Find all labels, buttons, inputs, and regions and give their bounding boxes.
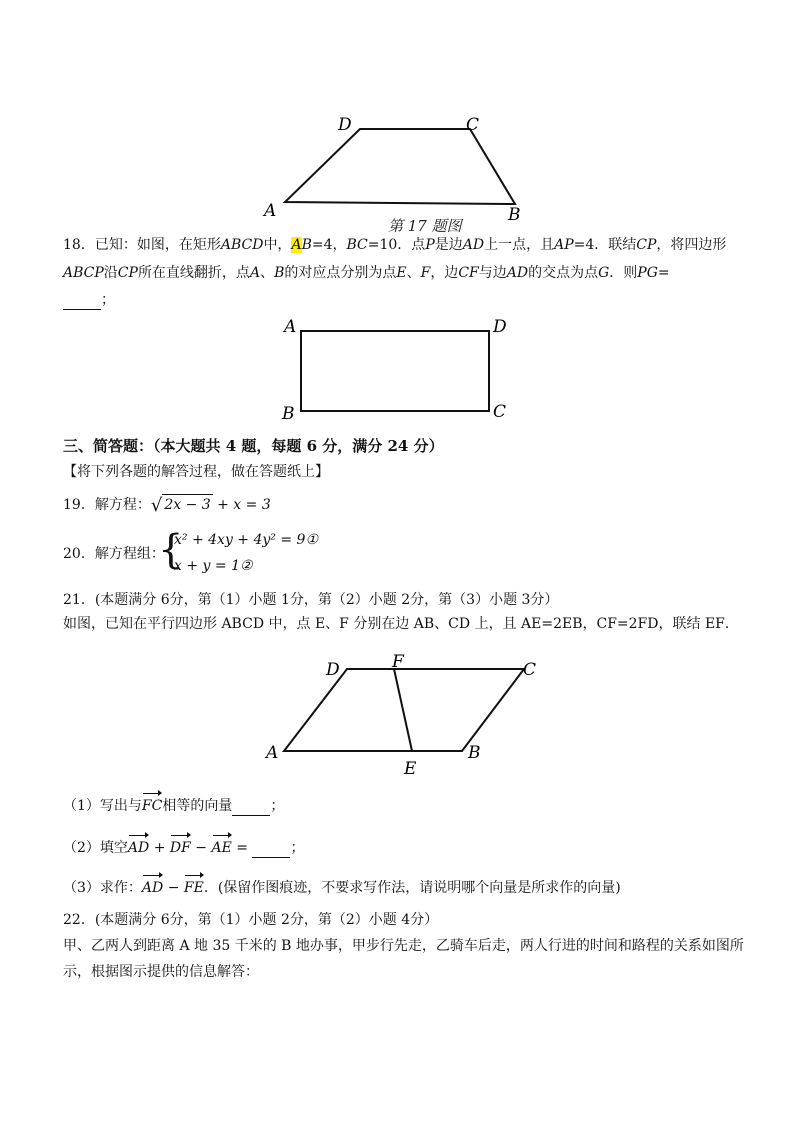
label-b: B [508,205,521,225]
q20-eq2: x + y = 1② [174,558,253,574]
q20-prefix: 20．解方程组： [63,546,165,562]
sqrt-radicand: 2x − 3 [162,494,212,515]
label-a: A [284,317,297,337]
figure-17-caption: 第 17 题图 [388,217,462,235]
label-c: C [493,402,507,422]
sqrt-sign: √ [150,495,163,516]
label-d: D [326,660,340,680]
vector-ad: AD [127,840,150,856]
segment-ef [394,669,412,751]
vector-ad: AD [141,880,164,896]
answer-blank [232,801,270,816]
vector-fc: FC [141,798,163,814]
label-d: D [493,317,507,337]
q21-part1: （1）写出与FC相等的向量 ； [63,798,285,814]
label-d: D [338,115,352,135]
q19-line: 19．解方程：√ 2x − 3 + x = 3 [63,495,271,516]
system-brace: { [158,527,184,573]
section-3-title: 三、简答题：（本大题共 4 题，每题 6 分，满分 24 分） [63,437,444,455]
trapezoid-shape [285,129,515,204]
rectangle-shape [301,331,489,411]
vector-df: DF [169,840,191,856]
label-a: A [266,743,279,763]
q18-line2: ABCP沿CP所在直线翻折，点A、B的对应点分别为点E、F，边CF与边AD的交点为点G．则PG= [63,265,670,281]
label-f: F [392,652,404,672]
answer-blank [63,295,101,310]
q22-line1: 甲、乙两人到距离 A 地 35 千米的 B 地办事，甲步行先走，乙骑车后走，两人行进的时间和路程的关系如图所 [63,938,744,954]
label-c: C [523,660,537,680]
label-c: C [466,115,480,135]
vector-ae: AE [211,840,232,856]
label-b: B [468,743,481,763]
q21-body: 如图，已知在平行四边形 ABCD 中，点 E、F 分别在边 AB、CD 上，且 AE=2EB，CF=2FD，联结 EF． [63,616,739,632]
q18-line1: 18．已知：如图，在矩形ABCD中，AB=4，BC=10．点P是边AD上一点，且AP=4．联结CP，将四边形 [63,237,727,253]
answer-blank [252,843,290,858]
label-b: B [282,404,295,424]
highlight-mark: A [291,237,302,253]
figure-17-trapezoid [250,105,550,235]
label-e: E [404,759,417,779]
section-3-note: 【将下列各题的解答过程，做在答题纸上】 [63,464,329,480]
vector-fe: FE [183,880,204,896]
q21-part3: （3）求作：AD − FE．(保留作图痕迹，不要求写作法，请说明哪个向量是所求作的向量) [63,880,621,896]
q18-line3: ； [63,290,115,310]
figure-18-rectangle [278,315,518,425]
q21-part2: （2）填空AD + DF − AE = ； [63,840,305,856]
q22-header: 22．(本题满分 6分，第（1）小题 2分，第（2）小题 4分） [63,912,439,928]
q21-header: 21．(本题满分 6分，第（1）小题 1分，第（2）小题 2分，第（3）小题 3分） [63,592,559,608]
figure-21-parallelogram [262,650,552,780]
q22-line2: 示，根据图示提供的信息解答： [63,964,259,980]
label-a: A [264,201,277,221]
q20-eq1: x² + 4xy + 4y² = 9① [174,532,318,548]
